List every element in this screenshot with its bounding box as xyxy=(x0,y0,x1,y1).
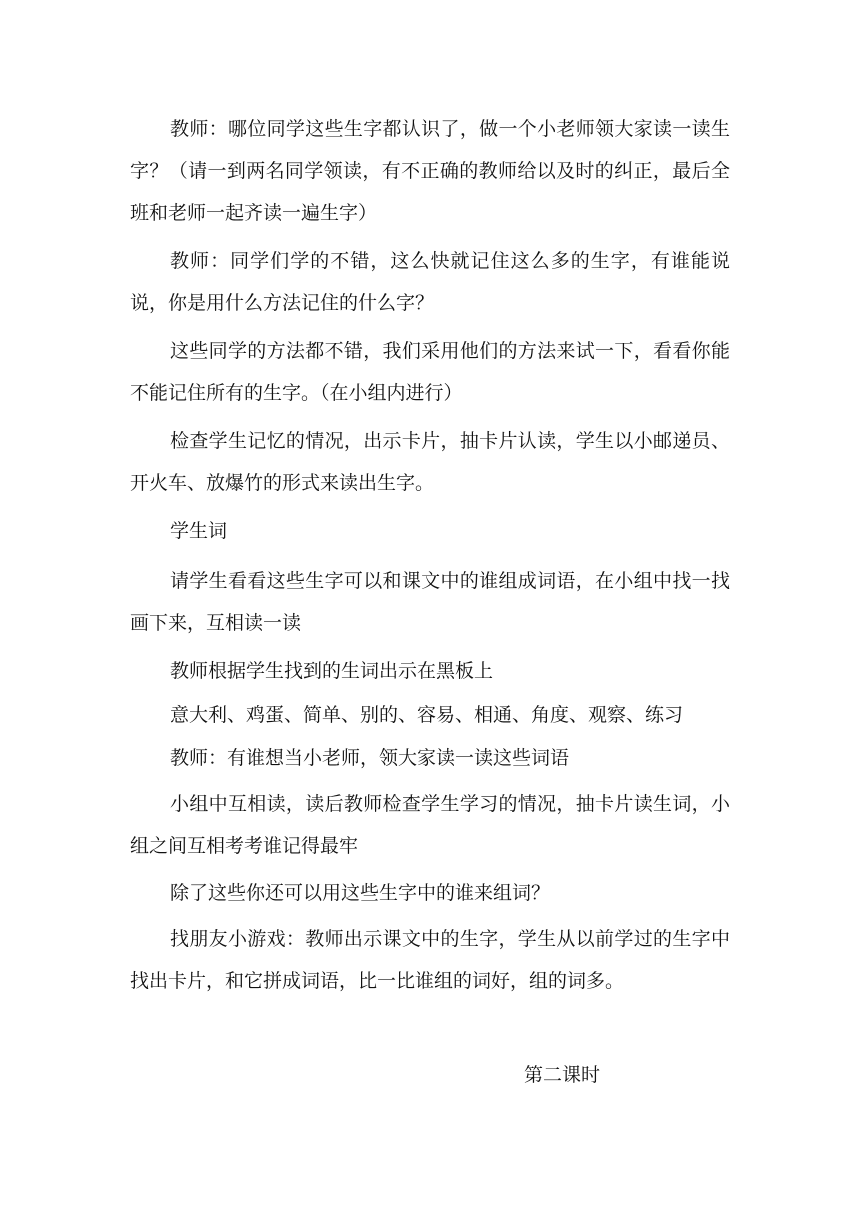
paragraph-find-friends-game: 找朋友小游戏：教师出示课文中的生字，学生从以前学过的生字中找出卡片，和它拼成词语，比一比谁组的词好，组的词多。 xyxy=(130,928,730,992)
section-heading: 第二课时 xyxy=(524,1064,601,1086)
paragraph-teacher-praise: 教师：同学们学的不错，这么快就记住这么多的生字，有谁能说说，你是用什么方法记住的什么字？ xyxy=(130,250,730,314)
paragraph-other-words: 除了这些你还可以用这些生字中的谁来组词？ xyxy=(170,882,551,904)
paragraph-blackboard: 教师根据学生找到的生词出示在黑板上 xyxy=(170,660,494,682)
paragraph-teacher-intro: 教师：哪位同学这些生字都认识了，做一个小老师领大家读一读生字？（请一到两名同学领读，有不正确的教师给以及时的纠正，最后全班和老师一起齐读一遍生字） xyxy=(130,118,730,224)
paragraph-find-words: 请学生看看这些生字可以和课文中的谁组成词语，在小组中找一找画下来，互相读一读 xyxy=(130,570,730,634)
paragraph-learn-words-heading: 学生词 xyxy=(170,520,228,542)
paragraph-check-memory: 检查学生记忆的情况，出示卡片，抽卡片认读，学生以小邮递员、开火车、放爆竹的形式来读出生字。 xyxy=(130,430,730,494)
paragraph-word-list: 意大利、鸡蛋、简单、别的、容易、相通、角度、观察、练习 xyxy=(170,704,684,726)
paragraph-methods: 这些同学的方法都不错，我们采用他们的方法来试一下，看看你能不能记住所有的生字。（在小组内进行） xyxy=(130,340,730,404)
paragraph-group-reading: 小组中互相读，读后教师检查学生学习的情况，抽卡片读生词，小组之间互相考考谁记得最牢 xyxy=(130,793,730,857)
paragraph-little-teacher: 教师：有谁想当小老师，领大家读一读这些词语 xyxy=(170,747,570,769)
